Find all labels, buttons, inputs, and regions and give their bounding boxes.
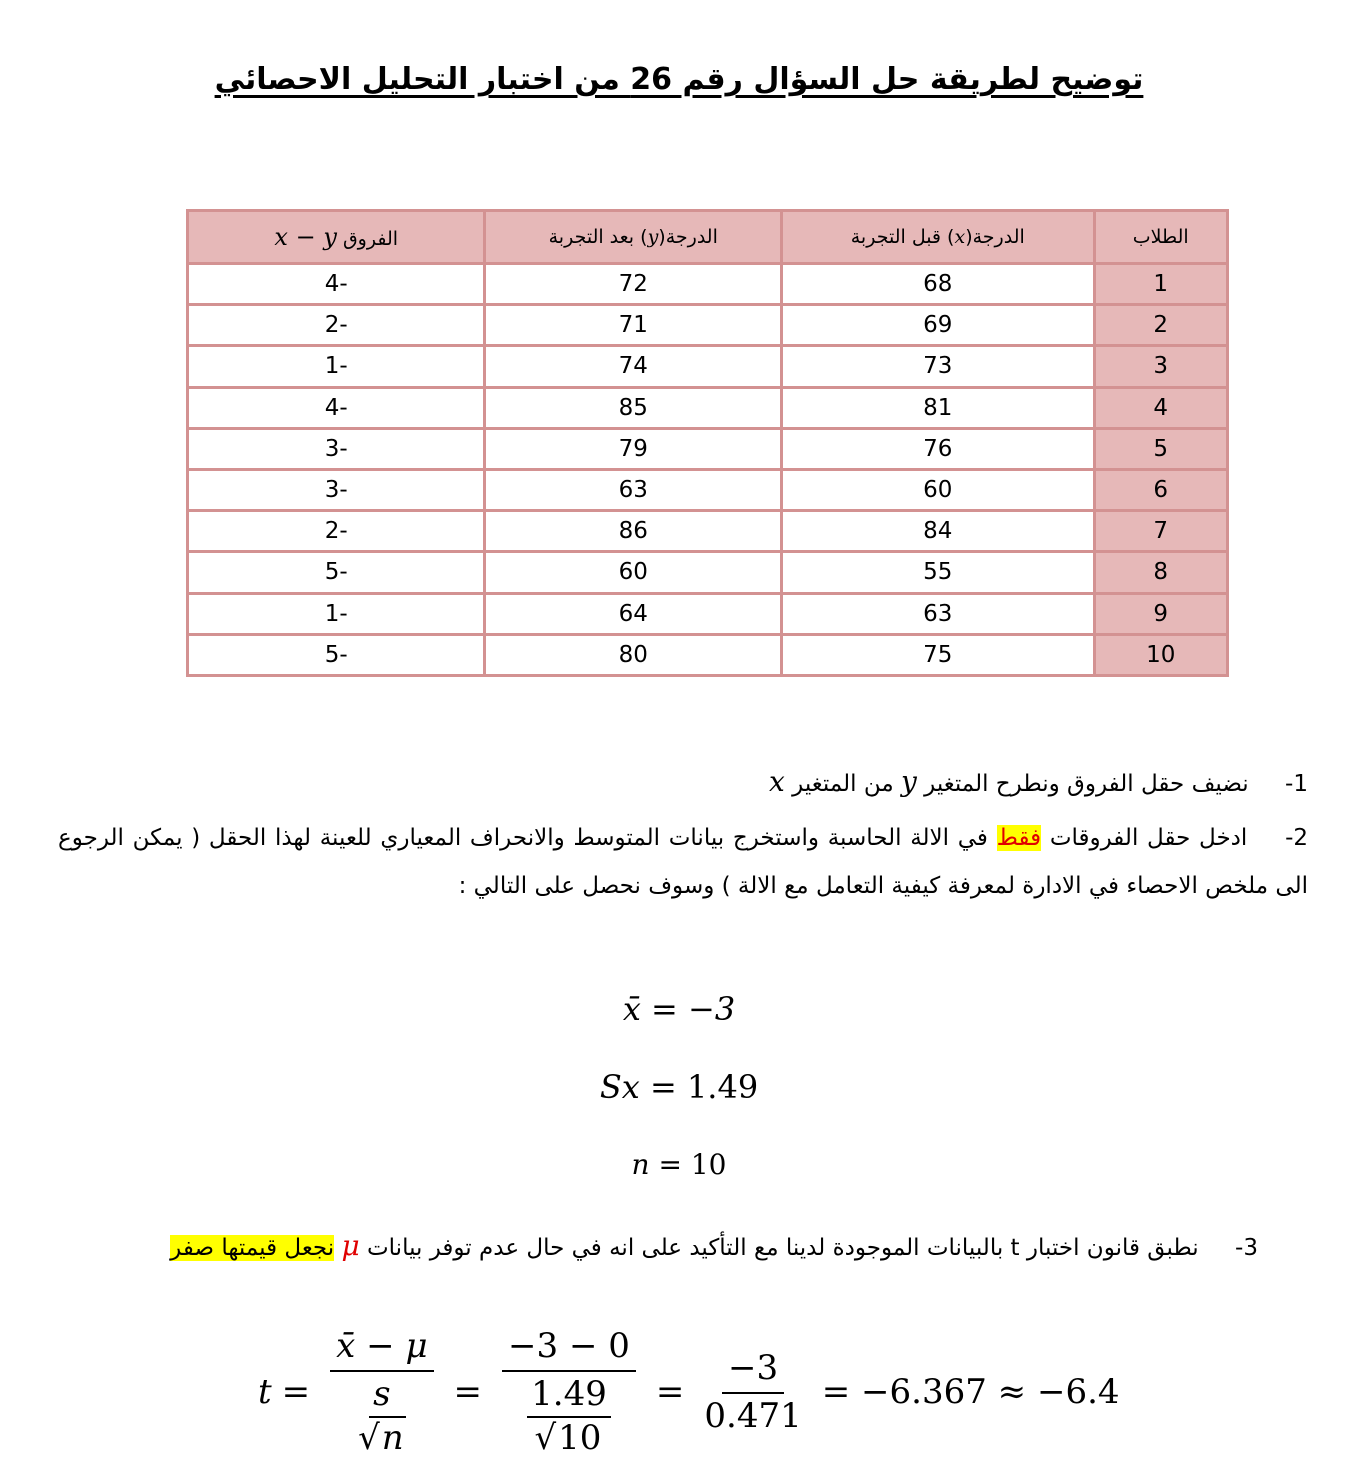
table-row: 5 76 79 -3 [188,428,1228,469]
step-2: 2- ادخل حقل الفروقات فقط في الالة الحاسبة واستخرج بيانات المتوسط والانحراف المعياري للعينة لهذا الحقل ( يمكن الرجوع الى ملخص الاحصاء في الادارة لمعرفة كيفية التعامل مع الالة ) وسوف نحصل على التالي : [58,814,1308,910]
stat-n: n = 10 [631,1148,727,1181]
header-diff: الفروق x − y [188,211,485,264]
step-1: 1- نضيف حقل الفروق ونطرح المتغير y من المتغير x [58,758,1308,808]
mu-symbol: μ [341,1229,360,1262]
header-after: الدرجة(y) بعد التجربة [485,211,782,264]
step-2-number: 2- [1285,825,1309,851]
fraction-substituted: $\frac{-3 - 0}{\frac{1.49}{√10}}$ [502,1326,636,1458]
table-row: 3 73 74 -1 [188,346,1228,387]
t-test-formula: t = $\frac{x̄ - \mu}{\frac{s}{√n}}$ = $\frac{-3 - 0}{\frac{1.49}{√10}}$ = $\frac{-3}{0.471}$ = −6.367 ≈ −6.4 [258,1326,1120,1458]
table-row: 9 63 64 -1 [188,593,1228,634]
highlight-only: فقط [996,825,1042,851]
table-row: 6 60 63 -3 [188,469,1228,510]
data-table [186,209,1229,677]
step-3-number: 3- [1235,1235,1258,1261]
table-row: 4 81 85 -4 [188,387,1228,428]
table-header-row [188,211,1228,264]
title-text: توضيح لطريقة حل السؤال رقم 26 من اختبار التحليل الاحصائي [214,62,1144,97]
header-students: الطلاب [1094,211,1228,264]
stat-sx: Sx = 1.49 [599,1068,759,1106]
fraction-general: $\frac{x̄ - \mu}{\frac{s}{√n}}$ [330,1326,433,1458]
step-1-number: 1- [1285,771,1308,797]
table-row: 2 69 71 -2 [188,305,1228,346]
table-row: 7 84 86 -2 [188,511,1228,552]
fraction-simplified: $\frac{-3}{0.471}$ [704,1348,802,1436]
step-3: 3- نطبق قانون اختبار t بالبيانات الموجودة لدينا مع التأكيد على انه في حال عدم توفر بيانات μ نجعل قيمتها صفر [58,1222,1258,1272]
highlight-zero: نجعل قيمتها صفر [170,1235,335,1261]
stat-mean: x̄ = −3 [622,990,736,1028]
table-row: 10 75 80 -5 [188,634,1228,675]
page-title [0,62,1358,97]
table-row: 8 55 60 -5 [188,552,1228,593]
header-before: الدرجة(x) قبل التجربة [782,211,1094,264]
formula-result: = −6.367 ≈ −6.4 [821,1372,1120,1412]
table-row: 1 68 72 -4 [188,264,1228,305]
